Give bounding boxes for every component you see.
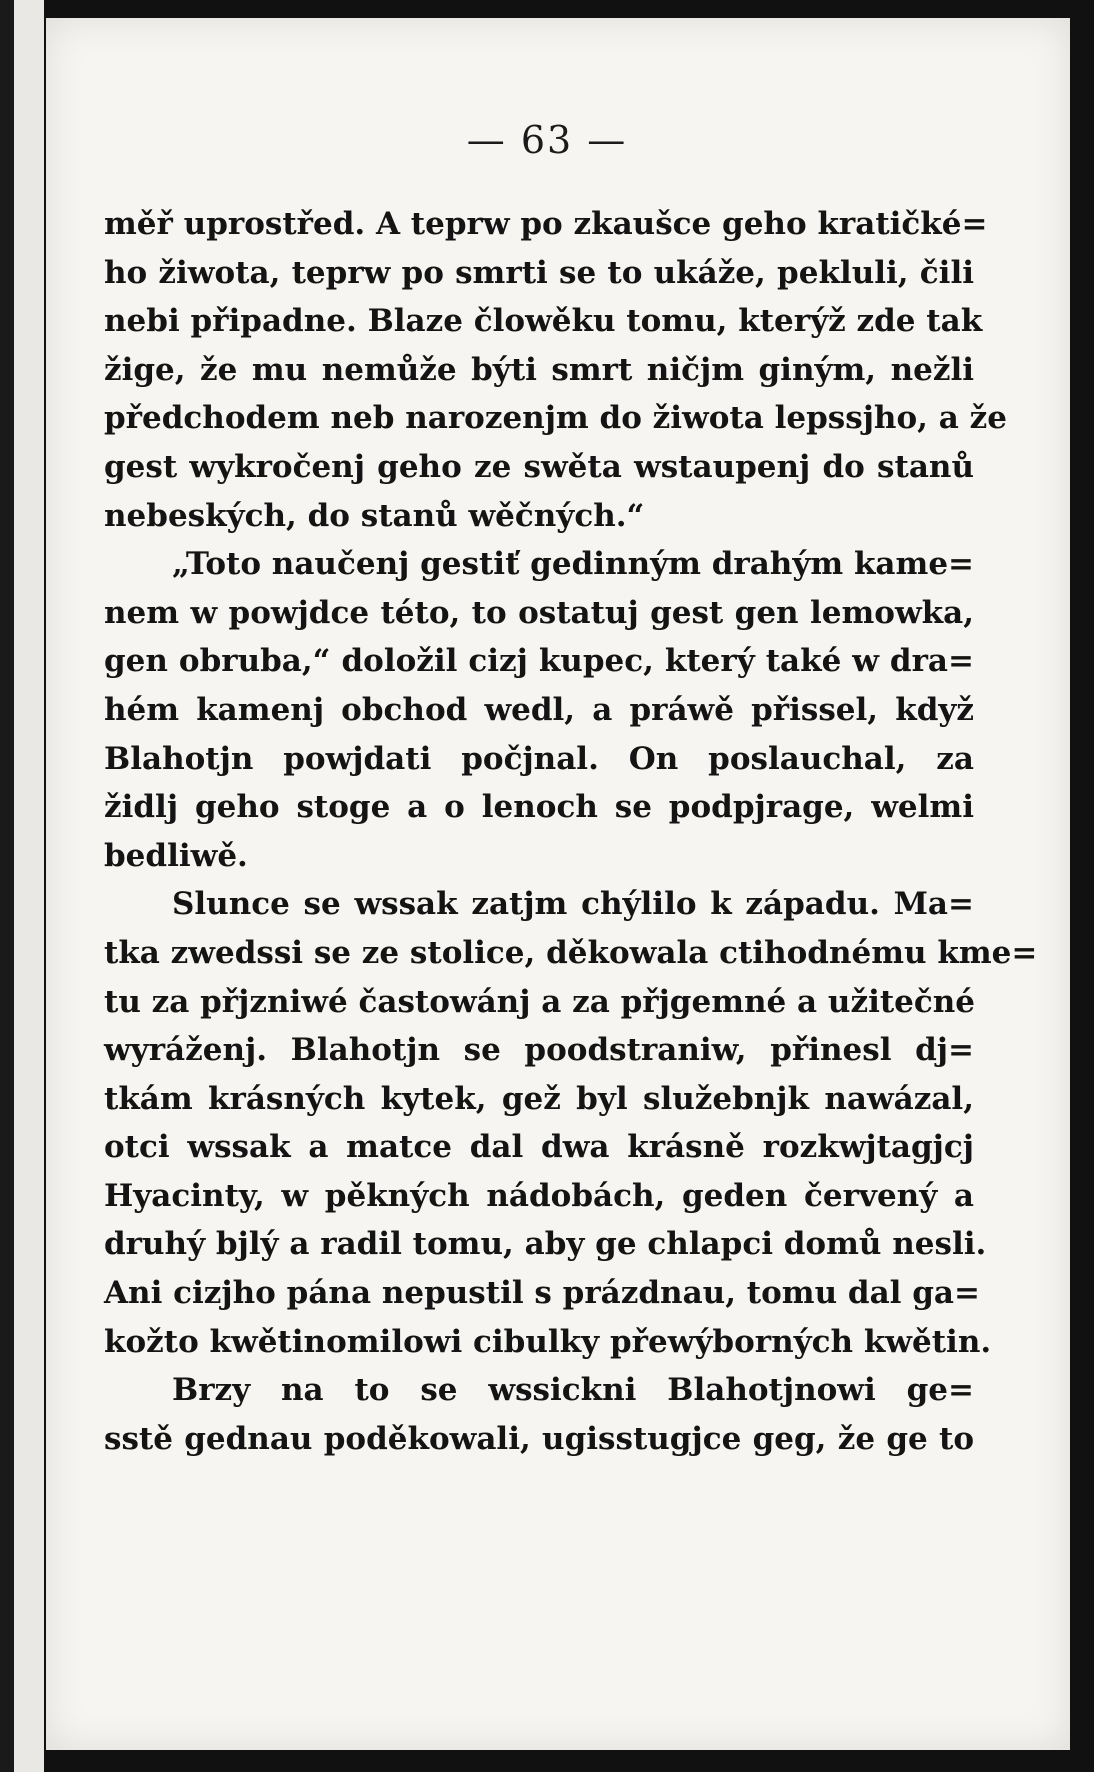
- page-number: — 63 —: [466, 118, 628, 162]
- text-line: židlj geho stoge a o lenoch se podpjrage, welmi: [104, 789, 974, 826]
- text-line: druhý bjlý a radil tomu, aby ge chlapci domů nesli.: [104, 1226, 987, 1263]
- text-line: tka zwedssi se ze stolice, děkowala ctihodnému kme=: [104, 934, 1038, 971]
- text-line: Ani cizjho pána nepustil s prázdnau, tomu dal ga=: [104, 1275, 980, 1312]
- text-line: Hyacinty, w pěkných nádobách, geden červený a: [104, 1177, 974, 1214]
- text-line: nebeských, do stanů wěčných.“: [104, 497, 645, 534]
- text-line: ho žiwota, teprw po smrti se to ukáže, pekluli, čili: [104, 254, 974, 291]
- text-line: sstě gednau poděkowali, ugisstugjce geg, že ge to: [104, 1420, 974, 1457]
- text-line: gen obruba,“ doložil cizj kupec, který také w dra=: [104, 643, 974, 680]
- text-line: otci wssak a matce dal dwa krásně rozkwjtagjcj: [104, 1129, 974, 1166]
- body-text: [104, 200, 1038, 1463]
- binding-margin: [14, 0, 44, 1772]
- text-line: předchodem neb narozenjm do žiwota lepssjho, a že: [104, 400, 1007, 437]
- text-line: Slunce se wssak zatjm chýlilo k západu. Ma=: [172, 886, 974, 923]
- text-line: hém kamenj obchod wedl, a práwě přissel, když: [104, 691, 974, 728]
- text-line: měř uprostřed. A teprw po zkaušce geho kratičké=: [104, 206, 988, 242]
- text-line: nem w powjdce této, to ostatuj gest gen lemowka,: [104, 594, 974, 631]
- text-line: tkám krásných kytek, gež byl služebnjk nawázal,: [104, 1080, 974, 1117]
- text-line: „Toto naučenj gestiť gedinným drahým kame=: [172, 546, 975, 583]
- text-line: Brzy na to se wssickni Blahotjnowi ge=: [172, 1372, 974, 1409]
- text-line: gest wykročenj geho ze swěta wstaupenj do stanů: [104, 448, 974, 485]
- text-line: nebi připadne. Blaze člowěku tomu, kterýž zde tak: [104, 303, 983, 340]
- text-line: kožto kwětinomilowi cibulky přewýborných kwětin.: [104, 1323, 992, 1360]
- text-line: tu za přjzniwé častowánj a za přjgemné a užitečné: [104, 983, 976, 1020]
- text-line: Blahotjn powjdati počjnal. On poslauchal, za: [104, 740, 974, 777]
- text-line: žige, že mu nemůže býti smrt ničjm giným, nežli: [104, 351, 974, 388]
- text-line: bedliwě.: [104, 837, 248, 874]
- binding-edge: [0, 0, 14, 1772]
- text-line: wyráženj. Blahotjn se poodstraniw, přinesl dj=: [104, 1032, 974, 1069]
